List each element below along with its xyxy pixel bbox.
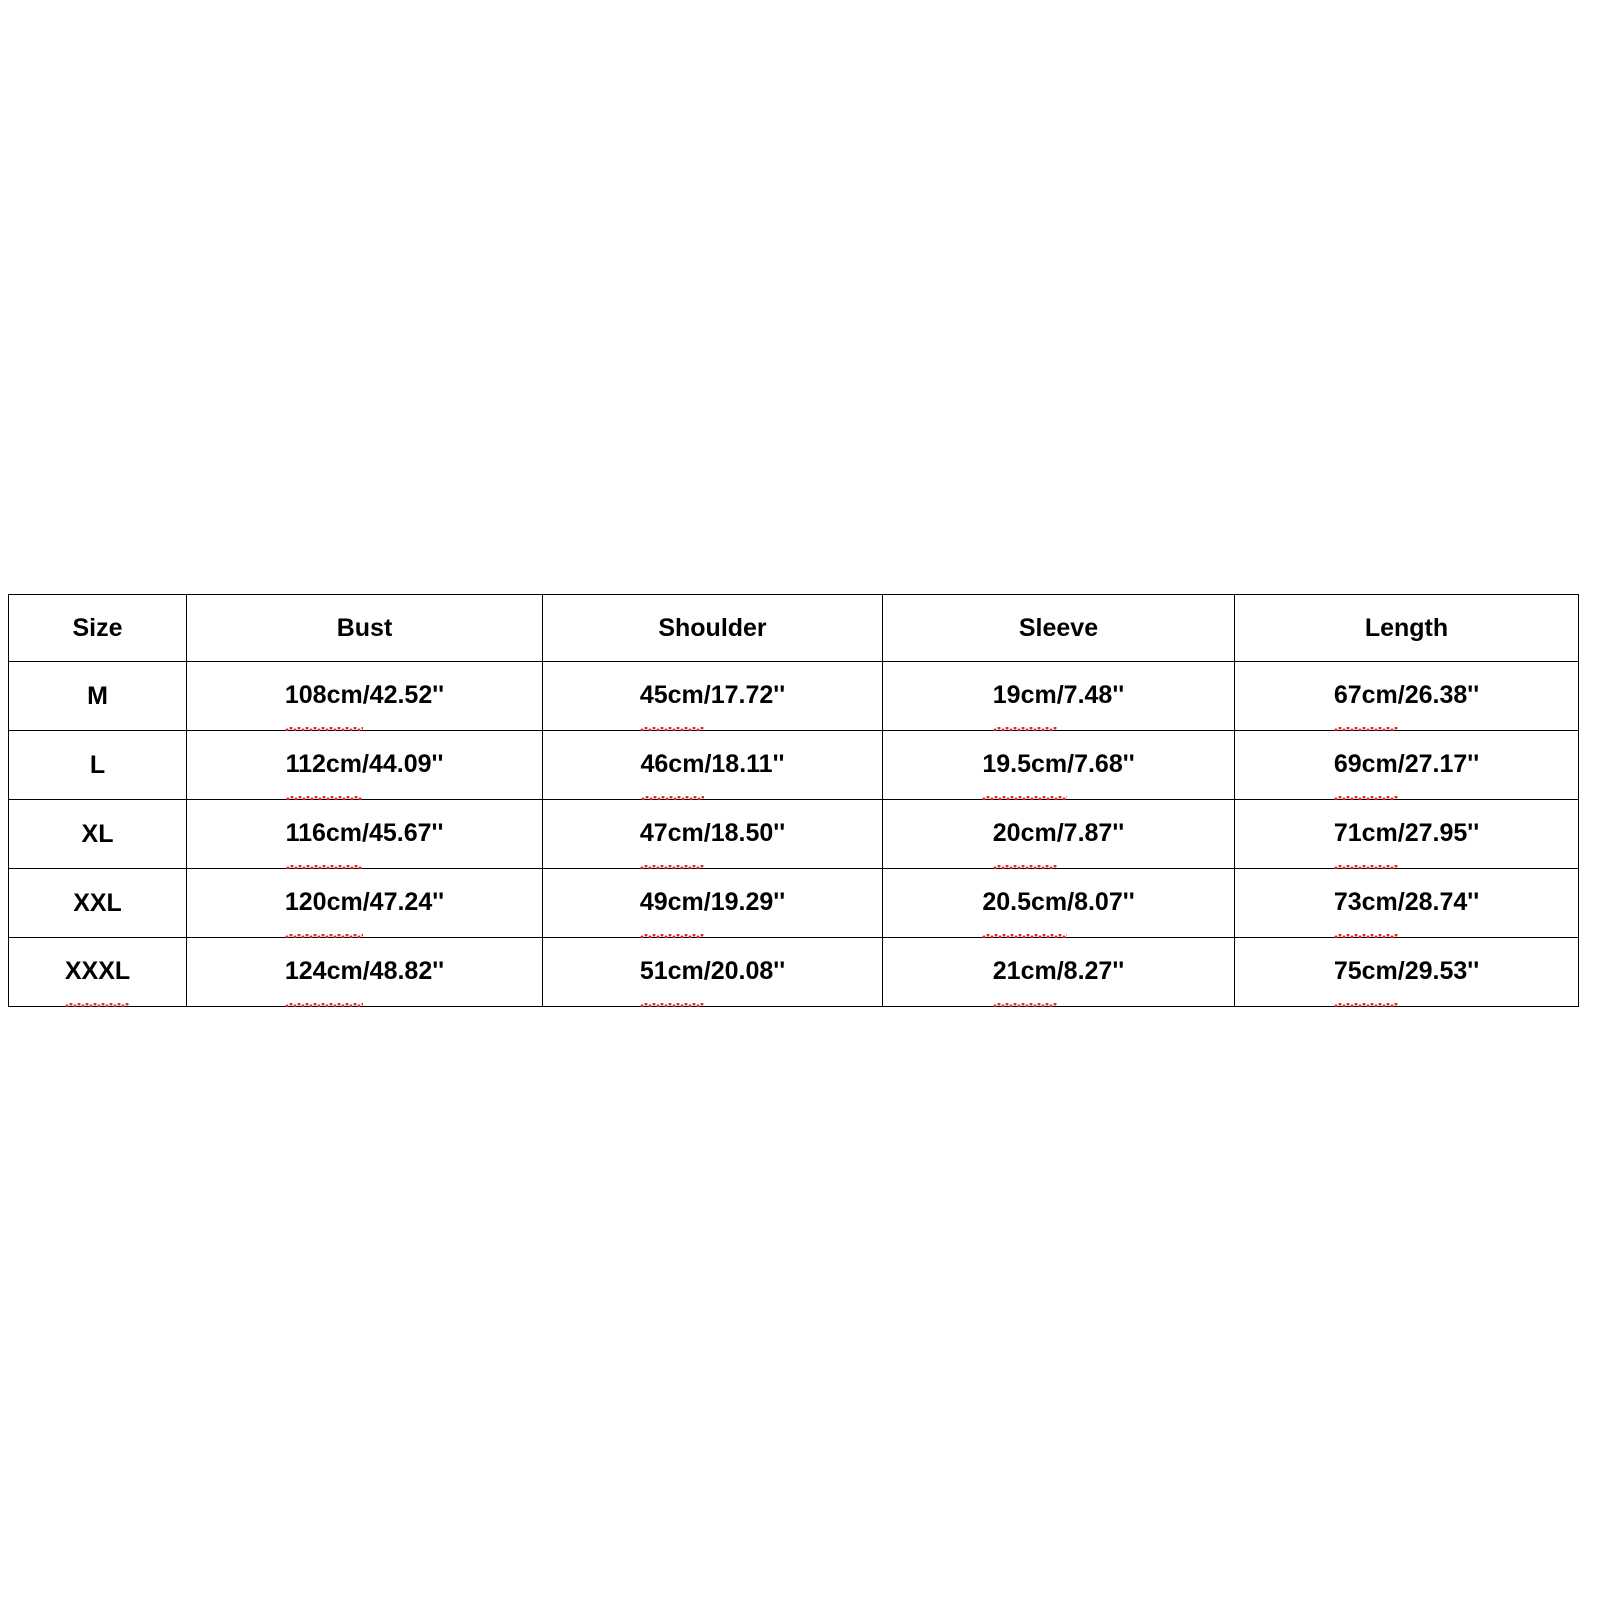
size-chart-container (8, 594, 1578, 1007)
sleeve-cm-value: 20cm (993, 800, 1057, 868)
bust-cm-value: 112cm (286, 731, 362, 799)
cell-sleeve (883, 938, 1235, 1007)
size-label: M (87, 682, 108, 710)
length-cm-value: 69cm (1334, 731, 1398, 799)
size-label: XL (81, 820, 114, 848)
cell-length (1235, 800, 1579, 869)
size-label: XXXL (65, 938, 130, 1006)
cell-shoulder (543, 869, 883, 938)
bust-in-value: /48.82'' (362, 957, 445, 985)
length-cm-value: 73cm (1334, 869, 1398, 937)
table-row (9, 662, 1579, 731)
column-header-bust: Bust (187, 595, 543, 662)
length-in-value: /26.38'' (1397, 681, 1480, 709)
shoulder-cm-value: 51cm (640, 938, 704, 1006)
shoulder-in-value: /19.29'' (703, 888, 786, 916)
length-in-value: /28.74'' (1397, 888, 1480, 916)
cell-shoulder (543, 731, 883, 800)
cell-bust (187, 869, 543, 938)
cell-bust (187, 731, 543, 800)
size-label: XXL (73, 889, 122, 917)
length-in-value: /27.17'' (1397, 750, 1480, 778)
bust-cm-value: 116cm (286, 800, 362, 868)
sleeve-cm-value: 21cm (993, 938, 1057, 1006)
length-cm-value: 71cm (1334, 800, 1398, 868)
bust-in-value: /44.09'' (362, 750, 444, 778)
shoulder-in-value: /20.08'' (703, 957, 786, 985)
length-in-value: /29.53'' (1397, 957, 1480, 985)
cell-bust (187, 800, 543, 869)
shoulder-cm-value: 46cm (641, 731, 705, 799)
size-label: L (89, 751, 106, 779)
table-body (9, 662, 1579, 1007)
table-row (9, 938, 1579, 1007)
column-header-size: Size (9, 595, 187, 662)
bust-cm-value: 108cm (285, 662, 363, 730)
sleeve-in-value: /7.87'' (1056, 819, 1125, 847)
cell-length (1235, 662, 1579, 731)
table-row (9, 731, 1579, 800)
cell-size (9, 662, 187, 731)
length-cm-value: 75cm (1334, 938, 1398, 1006)
cell-sleeve (883, 800, 1235, 869)
cell-length (1235, 938, 1579, 1007)
cell-size (9, 938, 187, 1007)
cell-size (9, 731, 187, 800)
cell-size (9, 869, 187, 938)
cell-sleeve (883, 869, 1235, 938)
length-cm-value: 67cm (1334, 662, 1398, 730)
sleeve-in-value: /7.48'' (1056, 681, 1125, 709)
table-header-row (9, 595, 1579, 662)
bust-in-value: /47.24'' (362, 888, 445, 916)
cell-sleeve (883, 731, 1235, 800)
sleeve-cm-value: 20.5cm (982, 869, 1067, 937)
shoulder-in-value: /18.50'' (703, 819, 786, 847)
shoulder-in-value: /18.11'' (704, 750, 785, 778)
cell-bust (187, 662, 543, 731)
column-header-shoulder: Shoulder (543, 595, 883, 662)
cell-size (9, 800, 187, 869)
sleeve-in-value: /7.68'' (1067, 750, 1135, 778)
length-in-value: /27.95'' (1397, 819, 1480, 847)
table-row (9, 869, 1579, 938)
sleeve-in-value: /8.07'' (1067, 888, 1135, 916)
size-chart-table (8, 594, 1579, 1007)
cell-shoulder (543, 938, 883, 1007)
shoulder-cm-value: 45cm (640, 662, 704, 730)
cell-length (1235, 869, 1579, 938)
column-header-sleeve: Sleeve (883, 595, 1235, 662)
cell-bust (187, 938, 543, 1007)
bust-in-value: /42.52'' (362, 681, 445, 709)
bust-cm-value: 124cm (285, 938, 363, 1006)
sleeve-cm-value: 19cm (993, 662, 1057, 730)
cell-length (1235, 731, 1579, 800)
table-row (9, 800, 1579, 869)
cell-shoulder (543, 662, 883, 731)
sleeve-cm-value: 19.5cm (982, 731, 1067, 799)
shoulder-in-value: /17.72'' (703, 681, 786, 709)
bust-in-value: /45.67'' (362, 819, 444, 847)
shoulder-cm-value: 49cm (640, 869, 704, 937)
bust-cm-value: 120cm (285, 869, 363, 937)
sleeve-in-value: /8.27'' (1056, 957, 1125, 985)
cell-shoulder (543, 800, 883, 869)
table-header (9, 595, 1579, 662)
column-header-length: Length (1235, 595, 1579, 662)
shoulder-cm-value: 47cm (640, 800, 704, 868)
cell-sleeve (883, 662, 1235, 731)
